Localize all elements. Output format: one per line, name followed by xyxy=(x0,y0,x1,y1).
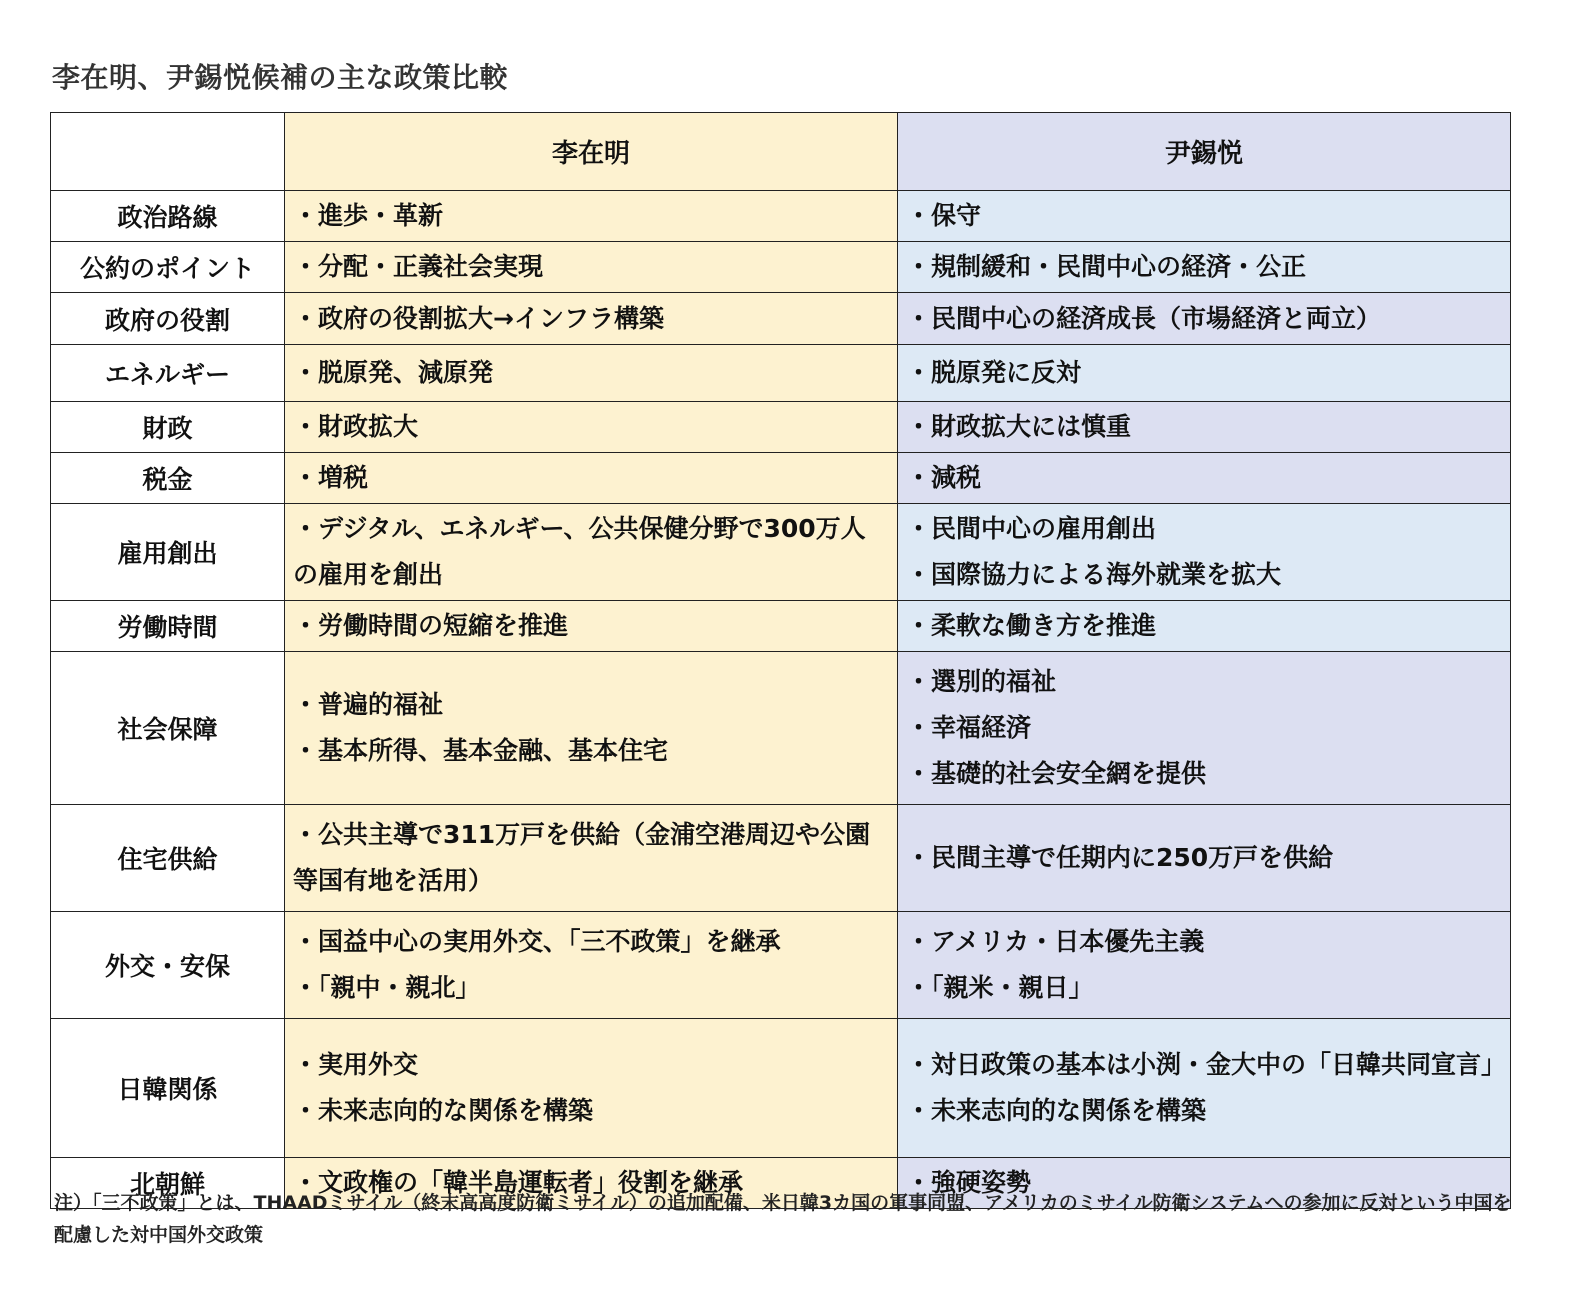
yoon-policy-cell xyxy=(898,293,1511,345)
policy-comparison-table xyxy=(50,112,1511,1209)
yoon-policy-line: ・国際協力による海外就業を拡大 xyxy=(906,560,1282,589)
yoon-policy-cell xyxy=(898,191,1511,242)
yoon-policy-line: ・保守 xyxy=(906,201,982,230)
row-label: 社会保障 xyxy=(51,652,285,805)
row-label: 住宅供給 xyxy=(51,805,285,912)
row-label: 外交・安保 xyxy=(51,912,285,1019)
lee-policy-line: ・分配・正義社会実現 xyxy=(293,252,544,281)
lee-policy-line: ・「親中・親北」 xyxy=(293,973,481,1002)
lee-policy-cell xyxy=(285,601,898,652)
yoon-policy-cell xyxy=(898,242,1511,293)
lee-policy-cell xyxy=(285,912,898,1019)
lee-policy-cell xyxy=(285,191,898,242)
yoon-policy-line: ・減税 xyxy=(906,463,982,492)
lee-policy-line: ・公共主導で311万戸を供給（金浦空港周辺や公園等国有地を活用） xyxy=(293,820,871,895)
lee-policy-cell xyxy=(285,805,898,912)
table-row xyxy=(51,805,1511,912)
yoon-policy-cell xyxy=(898,601,1511,652)
yoon-policy-line: ・柔軟な働き方を推進 xyxy=(906,611,1157,640)
lee-policy-line: ・基本所得、基本金融、基本住宅 xyxy=(293,736,669,765)
row-label: エネルギー xyxy=(51,345,285,402)
lee-policy-cell xyxy=(285,453,898,504)
yoon-policy-cell xyxy=(898,345,1511,402)
yoon-policy-line: ・幸福経済 xyxy=(906,713,1032,742)
lee-policy-cell xyxy=(285,242,898,293)
lee-policy-line: ・財政拡大 xyxy=(293,412,419,441)
header-yoon: 尹錫悦 xyxy=(898,113,1511,191)
yoon-policy-line: ・アメリカ・日本優先主義 xyxy=(906,927,1205,956)
lee-policy-line: ・国益中心の実用外交、「三不政策」を継承 xyxy=(293,927,781,956)
lee-policy-cell xyxy=(285,345,898,402)
row-label: 政府の役割 xyxy=(51,293,285,345)
yoon-policy-cell xyxy=(898,805,1511,912)
yoon-policy-line: ・民間主導で任期内に250万戸を供給 xyxy=(906,843,1334,872)
footnote: 注）「三不政策」とは、THAADミサイル（終末高高度防衛ミサイル）の追加配備、米日韓3カ国の軍事同盟、アメリカのミサイル防衛システムへの参加に反対という中国を配慮した対中国外交政策 xyxy=(54,1192,1512,1246)
table-row xyxy=(51,652,1511,805)
lee-policy-line: ・脱原発、減原発 xyxy=(293,358,494,387)
row-label: 労働時間 xyxy=(51,601,285,652)
yoon-policy-line: ・未来志向的な関係を構築 xyxy=(906,1096,1207,1125)
lee-policy-line: ・労働時間の短縮を推進 xyxy=(293,611,569,640)
lee-policy-line: ・政府の役割拡大→インフラ構築 xyxy=(293,303,664,333)
page-title: 李在明、尹錫悦候補の主な政策比較 xyxy=(52,61,509,94)
yoon-policy-line: ・財政拡大には慎重 xyxy=(906,412,1132,441)
lee-policy-line: ・デジタル、エネルギー、公共保健分野で300万人の雇用を創出 xyxy=(293,514,866,589)
lee-policy-cell xyxy=(285,402,898,453)
table-row xyxy=(51,293,1511,345)
lee-policy-cell xyxy=(285,652,898,805)
row-label: 北朝鮮 xyxy=(51,1158,285,1209)
yoon-policy-cell xyxy=(898,453,1511,504)
yoon-policy-line: ・「親米・親日」 xyxy=(906,973,1094,1002)
table-row xyxy=(51,453,1511,504)
lee-policy-cell xyxy=(285,293,898,345)
yoon-policy-line: ・強硬姿勢 xyxy=(906,1168,1032,1197)
yoon-policy-line: ・選別的福祉 xyxy=(906,667,1057,696)
yoon-policy-cell xyxy=(898,1019,1511,1158)
table-row xyxy=(51,504,1511,601)
yoon-policy-line: ・脱原発に反対 xyxy=(906,358,1082,387)
table-row xyxy=(51,1019,1511,1158)
table-row xyxy=(51,191,1511,242)
yoon-policy-cell xyxy=(898,504,1511,601)
lee-policy-line: ・普遍的福祉 xyxy=(293,690,444,719)
lee-policy-line: ・文政権の「韓半島運転者」役割を継承 xyxy=(293,1168,744,1197)
table-row xyxy=(51,345,1511,402)
row-label: 政治路線 xyxy=(51,191,285,242)
yoon-policy-cell xyxy=(898,912,1511,1019)
header-lee: 李在明 xyxy=(285,113,898,191)
table-row xyxy=(51,912,1511,1019)
row-label: 雇用創出 xyxy=(51,504,285,601)
lee-policy-line: ・未来志向的な関係を構築 xyxy=(293,1096,594,1125)
row-label: 公約のポイント xyxy=(51,242,285,293)
table-row xyxy=(51,242,1511,293)
yoon-policy-line: ・対日政策の基本は小渕・金大中の「日韓共同宣言」 xyxy=(906,1050,1507,1079)
lee-policy-line: ・増税 xyxy=(293,463,369,492)
header-blank xyxy=(51,113,285,191)
table-row xyxy=(51,402,1511,453)
table-row xyxy=(51,601,1511,652)
table-header-row xyxy=(51,113,1511,191)
yoon-policy-line: ・民間中心の経済成長（市場経済と両立） xyxy=(906,303,1382,333)
yoon-policy-cell xyxy=(898,402,1511,453)
yoon-policy-cell xyxy=(898,652,1511,805)
row-label: 日韓関係 xyxy=(51,1019,285,1158)
lee-policy-line: ・実用外交 xyxy=(293,1050,419,1079)
lee-policy-cell xyxy=(285,504,898,601)
lee-policy-line: ・進歩・革新 xyxy=(293,201,444,230)
lee-policy-cell xyxy=(285,1019,898,1158)
row-label: 財政 xyxy=(51,402,285,453)
yoon-policy-line: ・民間中心の雇用創出 xyxy=(906,514,1157,543)
row-label: 税金 xyxy=(51,453,285,504)
yoon-policy-line: ・規制緩和・民間中心の経済・公正 xyxy=(906,252,1307,281)
yoon-policy-line: ・基礎的社会安全網を提供 xyxy=(906,759,1207,788)
